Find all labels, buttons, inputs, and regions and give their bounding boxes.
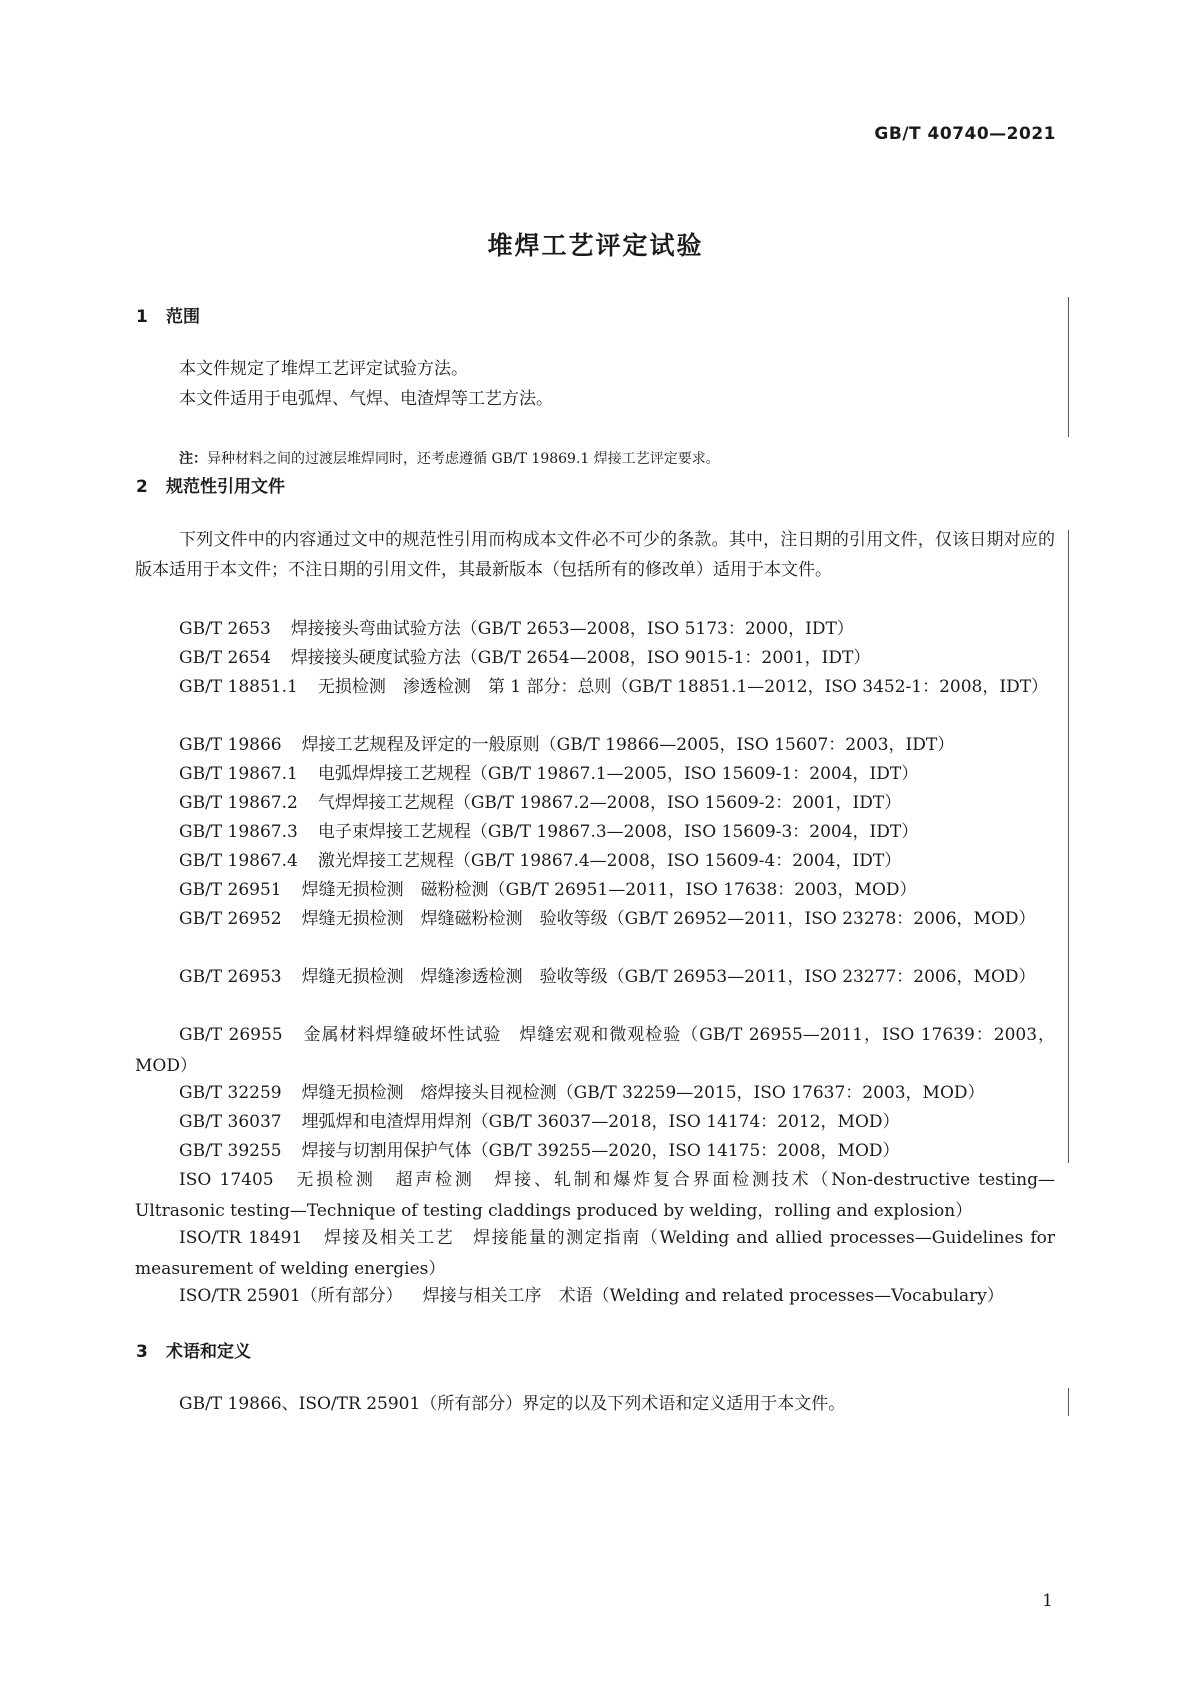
- section-number: 1: [136, 307, 148, 327]
- reference-item: ISO 17405 无损检测 超声检测 焊接、轧制和爆炸复合界面检测技术（Non-destructive testing—Ultrasonic testing—Technique of testing claddings produced by welding，rolling and explosion）: [135, 1170, 1055, 1221]
- note-text: 异种材料之间的过渡层堆焊同时，还考虑遵循 GB/T 19869.1 焊接工艺评定要求。: [207, 451, 720, 467]
- document-title: 堆焊工艺评定试验: [487, 231, 704, 260]
- reference-item: GB/T 18851.1 无损检测 渗透检测 第 1 部分：总则（GB/T 18851.1—2012，ISO 3452-1：2008，IDT）: [179, 677, 1049, 697]
- standard-number: GB/T 40740—2021: [874, 124, 1056, 144]
- section-1-heading: [136, 302, 200, 327]
- scope-note: [179, 448, 720, 468]
- reference-item: GB/T 19867.4 激光焊接工艺规程（GB/T 19867.4—2008，ISO 15609-4：2004，IDT）: [179, 851, 902, 871]
- reference-item: GB/T 2654 焊接接头硬度试验方法（GB/T 2654—2008，ISO 9015-1：2001，IDT）: [179, 648, 871, 668]
- reference-item: GB/T 19867.2 气焊焊接工艺规程（GB/T 19867.2—2008，ISO 15609-2：2001，IDT）: [179, 793, 902, 813]
- terms-paragraph: GB/T 19866、ISO/TR 25901（所有部分）界定的以及下列术语和定义适用于本文件。: [179, 1394, 846, 1414]
- reference-item: GB/T 2653 焊接接头弯曲试验方法（GB/T 2653—2008，ISO 5173：2000，IDT）: [179, 619, 854, 639]
- section-title: 术语和定义: [166, 1342, 251, 1362]
- change-bar: [1068, 530, 1069, 1163]
- reference-item: GB/T 39255 焊接与切割用保护气体（GB/T 39255—2020，ISO 14175：2008，MOD）: [179, 1141, 900, 1161]
- reference-item: GB/T 36037 埋弧焊和电渣焊用焊剂（GB/T 36037—2018，ISO 14174：2012，MOD）: [179, 1112, 900, 1132]
- reference-item: GB/T 32259 焊缝无损检测 熔焊接头目视检测（GB/T 32259—2015，ISO 17637：2003，MOD）: [179, 1083, 985, 1103]
- scope-paragraph-2: 本文件适用于电弧焊、气焊、电渣焊等工艺方法。: [179, 389, 553, 409]
- scope-paragraph-1: 本文件规定了堆焊工艺评定试验方法。: [179, 359, 468, 379]
- page-number: 1: [1042, 1591, 1053, 1611]
- section-2-heading: [136, 472, 285, 497]
- reference-item: GB/T 26952 焊缝无损检测 焊缝磁粉检测 验收等级（GB/T 26952—2011，ISO 23278：2006，MOD）: [179, 909, 1036, 929]
- change-bar: [1068, 1388, 1069, 1416]
- normative-references-intro: 下列文件中的内容通过文中的规范性引用而构成本文件必不可少的条款。其中，注日期的引用文件，仅该日期对应的版本适用于本文件；不注日期的引用文件，其最新版本（包括所有的修改单）适用于本文件。: [135, 530, 1055, 580]
- section-3-heading: [136, 1337, 251, 1362]
- reference-item: GB/T 26955 金属材料焊缝破坏性试验 焊缝宏观和微观检验（GB/T 26955—2011，ISO 17639：2003，MOD）: [135, 1025, 1055, 1076]
- reference-item: GB/T 19867.1 电弧焊焊接工艺规程（GB/T 19867.1—2005，ISO 15609-1：2004，IDT）: [179, 764, 919, 784]
- reference-item: GB/T 19866 焊接工艺规程及评定的一般原则（GB/T 19866—2005，ISO 15607：2003，IDT）: [179, 735, 955, 755]
- note-label: 注：: [179, 451, 207, 467]
- reference-item: GB/T 26951 焊缝无损检测 磁粉检测（GB/T 26951—2011，ISO 17638：2003，MOD）: [179, 880, 917, 900]
- section-number: 3: [136, 1342, 148, 1362]
- section-number: 2: [136, 477, 148, 497]
- reference-item: GB/T 26953 焊缝无损检测 焊缝渗透检测 验收等级（GB/T 26953—2011，ISO 23277：2006，MOD）: [179, 967, 1036, 987]
- section-title: 规范性引用文件: [166, 477, 285, 497]
- change-bar: [1068, 297, 1069, 437]
- section-title: 范围: [166, 307, 200, 327]
- reference-item: ISO/TR 25901（所有部分） 焊接与相关工序 术语（Welding and related processes—Vocabulary）: [179, 1286, 1004, 1306]
- reference-item: GB/T 19867.3 电子束焊接工艺规程（GB/T 19867.3—2008，ISO 15609-3：2004，IDT）: [179, 822, 919, 842]
- reference-item: ISO/TR 18491 焊接及相关工艺 焊接能量的测定指南（Welding and allied processes—Guidelines for measurement of welding energies）: [135, 1228, 1055, 1279]
